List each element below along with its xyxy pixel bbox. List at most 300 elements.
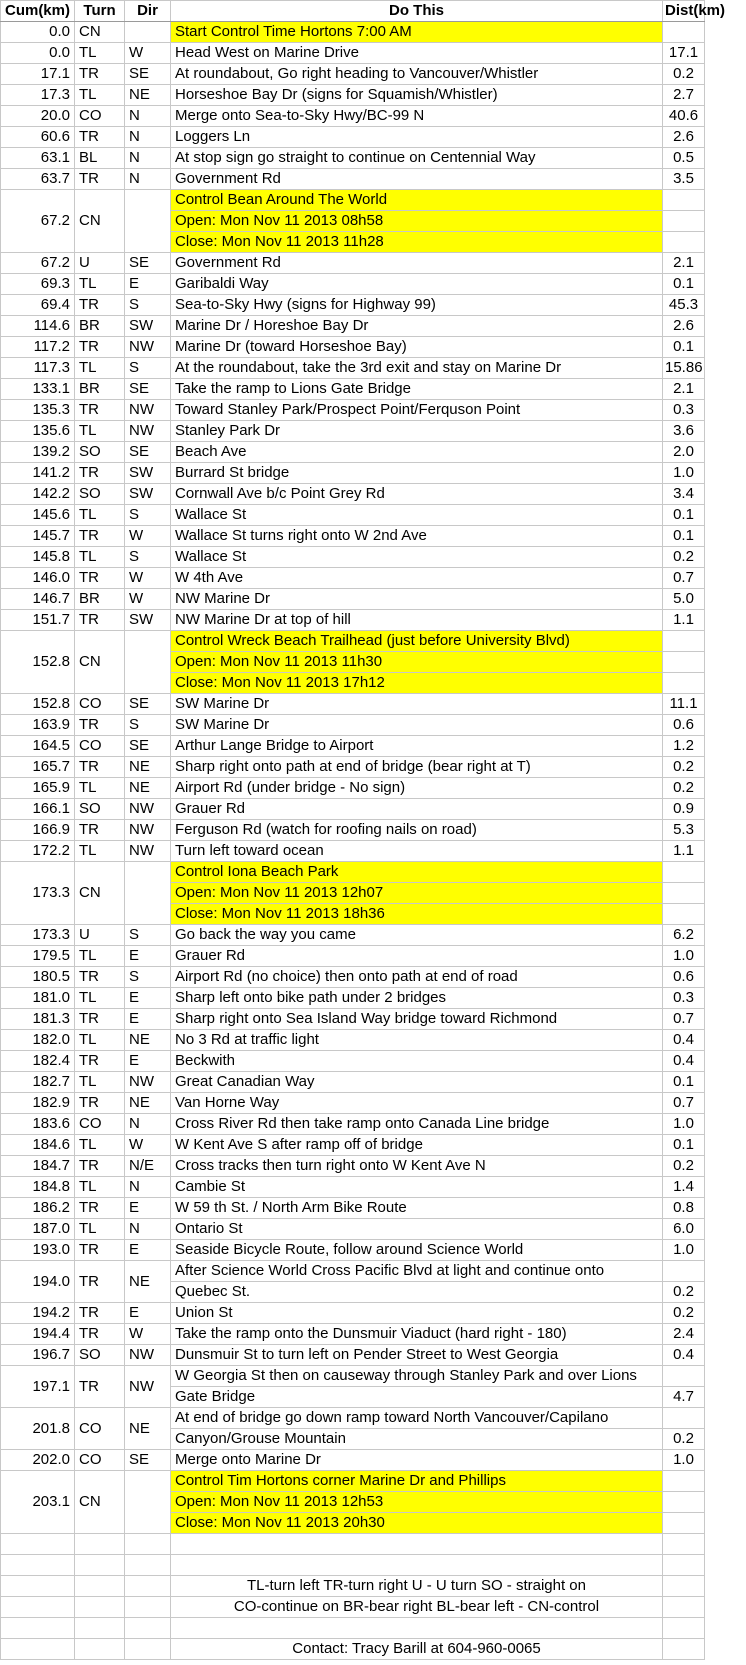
direction: SE (125, 253, 171, 274)
cue-row (1, 988, 705, 1009)
control-row (1, 1471, 705, 1492)
instruction: Van Horne Way (171, 1093, 663, 1114)
cue-row (1, 757, 705, 778)
distance: 0.1 (663, 274, 705, 295)
direction: N (125, 1177, 171, 1198)
cum-km: 203.1 (1, 1471, 75, 1534)
instruction: At stop sign go straight to continue on Centennial Way (171, 148, 663, 169)
instruction: Ontario St (171, 1219, 663, 1240)
instruction-line: At end of bridge go down ramp toward North Vancouver/Capilano (171, 1408, 663, 1429)
distance: 0.3 (663, 988, 705, 1009)
turn-code: TL (75, 1135, 125, 1156)
distance: 1.0 (663, 946, 705, 967)
cue-row (1, 1324, 705, 1345)
direction (125, 631, 171, 694)
instruction: W 4th Ave (171, 568, 663, 589)
cue-row (1, 421, 705, 442)
control-line: Open: Mon Nov 11 2013 12h07 (171, 883, 663, 904)
turn-code: TR (75, 295, 125, 316)
turn-code: TR (75, 1240, 125, 1261)
instruction: At roundabout, Go right heading to Vancouver/Whistler (171, 64, 663, 85)
cue-row (1, 820, 705, 841)
cum-km: 165.9 (1, 778, 75, 799)
turn-code: BR (75, 379, 125, 400)
control-line: Close: Mon Nov 11 2013 11h28 (171, 232, 663, 253)
distance: 0.2 (663, 1156, 705, 1177)
turn-code: CO (75, 1450, 125, 1471)
cum-km: 146.0 (1, 568, 75, 589)
instruction: Seaside Bicycle Route, follow around Science World (171, 1240, 663, 1261)
distance: 1.0 (663, 1240, 705, 1261)
cue-row (1, 85, 705, 106)
distance: 0.2 (663, 64, 705, 85)
direction: E (125, 274, 171, 295)
turn-code: SO (75, 799, 125, 820)
direction (125, 190, 171, 253)
cum-km: 182.7 (1, 1072, 75, 1093)
cum-km: 0.0 (1, 22, 75, 43)
distance: 5.3 (663, 820, 705, 841)
turn-code: BL (75, 148, 125, 169)
cum-km: 197.1 (1, 1366, 75, 1408)
distance: 0.5 (663, 148, 705, 169)
turn-code: TR (75, 715, 125, 736)
cue-row (1, 148, 705, 169)
cum-km: 194.4 (1, 1324, 75, 1345)
cue-row (1, 22, 705, 43)
turn-code: TL (75, 1177, 125, 1198)
distance: 3.4 (663, 484, 705, 505)
direction: N (125, 127, 171, 148)
instruction: Sharp right onto path at end of bridge (bear right at T) (171, 757, 663, 778)
cue-row (1, 484, 705, 505)
cum-km: 133.1 (1, 379, 75, 400)
direction: W (125, 568, 171, 589)
direction: SE (125, 379, 171, 400)
cum-km: 184.6 (1, 1135, 75, 1156)
instruction-line: Quebec St. (171, 1282, 663, 1303)
cue-row (1, 1345, 705, 1366)
turn-code: TR (75, 400, 125, 421)
cum-km: 145.8 (1, 547, 75, 568)
cue-row (1, 1219, 705, 1240)
cue-row (1, 694, 705, 715)
direction: S (125, 715, 171, 736)
direction: E (125, 988, 171, 1009)
instruction: Cornwall Ave b/c Point Grey Rd (171, 484, 663, 505)
distance (663, 1492, 705, 1513)
distance: 2.0 (663, 442, 705, 463)
distance: 0.6 (663, 967, 705, 988)
cue-row (1, 967, 705, 988)
direction: E (125, 1303, 171, 1324)
distance: 0.2 (663, 1282, 705, 1303)
cue-row (1, 1261, 705, 1282)
turn-code: U (75, 925, 125, 946)
distance: 0.2 (663, 778, 705, 799)
instruction: Stanley Park Dr (171, 421, 663, 442)
instruction: Cross River Rd then take ramp onto Canada Line bridge (171, 1114, 663, 1135)
turn-code: TR (75, 127, 125, 148)
legend-row (1, 1576, 705, 1597)
turn-code: TL (75, 988, 125, 1009)
direction: NW (125, 841, 171, 862)
turn-code: TR (75, 967, 125, 988)
distance (663, 631, 705, 652)
cue-row (1, 400, 705, 421)
direction: W (125, 43, 171, 64)
cue-row (1, 253, 705, 274)
cue-row (1, 1009, 705, 1030)
cue-row (1, 379, 705, 400)
instruction: Take the ramp onto the Dunsmuir Viaduct (hard right - 180) (171, 1324, 663, 1345)
instruction: Sharp left onto bike path under 2 bridges (171, 988, 663, 1009)
turn-code: TL (75, 778, 125, 799)
distance (663, 904, 705, 925)
footer-body (1, 1534, 705, 1660)
distance: 0.4 (663, 1345, 705, 1366)
cue-row (1, 778, 705, 799)
distance (663, 1366, 705, 1387)
control-row (1, 631, 705, 652)
direction: SE (125, 694, 171, 715)
distance: 2.6 (663, 127, 705, 148)
direction: S (125, 925, 171, 946)
direction: N (125, 1114, 171, 1135)
cum-km: 184.7 (1, 1156, 75, 1177)
distance: 0.1 (663, 526, 705, 547)
turn-code: TL (75, 1072, 125, 1093)
direction: SE (125, 442, 171, 463)
distance (663, 22, 705, 43)
instruction: SW Marine Dr (171, 694, 663, 715)
cum-km: 67.2 (1, 190, 75, 253)
turn-code: U (75, 253, 125, 274)
direction: NW (125, 400, 171, 421)
cue-row (1, 127, 705, 148)
cue-row (1, 1177, 705, 1198)
instruction: Grauer Rd (171, 946, 663, 967)
cue-row (1, 1366, 705, 1387)
instruction: Grauer Rd (171, 799, 663, 820)
cue-row (1, 1135, 705, 1156)
distance: 0.7 (663, 1093, 705, 1114)
cum-km: 164.5 (1, 736, 75, 757)
distance: 0.4 (663, 1030, 705, 1051)
direction: S (125, 547, 171, 568)
distance: 0.2 (663, 757, 705, 778)
turn-code: TR (75, 337, 125, 358)
cue-row (1, 589, 705, 610)
direction: SW (125, 484, 171, 505)
instruction: Marine Dr (toward Horseshoe Bay) (171, 337, 663, 358)
distance: 17.1 (663, 43, 705, 64)
distance: 15.86 (663, 358, 705, 379)
header-dir: Dir (125, 1, 171, 22)
cum-km: 69.4 (1, 295, 75, 316)
cue-row (1, 274, 705, 295)
direction: S (125, 295, 171, 316)
instruction-line: After Science World Cross Pacific Blvd at light and continue onto (171, 1261, 663, 1282)
turn-code: BR (75, 589, 125, 610)
direction: E (125, 1198, 171, 1219)
direction: NE (125, 1261, 171, 1303)
turn-code: TR (75, 64, 125, 85)
distance: 2.1 (663, 379, 705, 400)
turn-code: TL (75, 946, 125, 967)
distance: 3.5 (663, 169, 705, 190)
direction: E (125, 946, 171, 967)
direction: N/E (125, 1156, 171, 1177)
header-dist: Dist(km) (663, 1, 705, 22)
turn-code: CN (75, 631, 125, 694)
turn-code: TR (75, 1366, 125, 1408)
distance: 6.0 (663, 1219, 705, 1240)
cue-row (1, 946, 705, 967)
distance: 0.6 (663, 715, 705, 736)
distance: 4.7 (663, 1387, 705, 1408)
distance: 0.2 (663, 1303, 705, 1324)
distance: 1.1 (663, 841, 705, 862)
cue-row (1, 715, 705, 736)
direction (125, 22, 171, 43)
instruction: Merge onto Sea-to-Sky Hwy/BC-99 N (171, 106, 663, 127)
distance: 1.2 (663, 736, 705, 757)
instruction: Wallace St (171, 505, 663, 526)
cum-km: 173.3 (1, 862, 75, 925)
turn-code: SO (75, 484, 125, 505)
turn-code: TR (75, 568, 125, 589)
distance: 40.6 (663, 106, 705, 127)
turn-code: CN (75, 862, 125, 925)
turn-code: TR (75, 1324, 125, 1345)
instruction: Airport Rd (no choice) then onto path at end of road (171, 967, 663, 988)
turn-code: TR (75, 169, 125, 190)
cue-row (1, 1030, 705, 1051)
cum-km: 20.0 (1, 106, 75, 127)
control-row (1, 862, 705, 883)
instruction: Loggers Ln (171, 127, 663, 148)
instruction-line: Canyon/Grouse Mountain (171, 1429, 663, 1450)
instruction: At the roundabout, take the 3rd exit and stay on Marine Dr (171, 358, 663, 379)
turn-code: TR (75, 757, 125, 778)
cue-row (1, 799, 705, 820)
distance: 0.1 (663, 1072, 705, 1093)
legend-line-2: CO-continue on BR-bear right BL-bear left - CN-control (171, 1597, 663, 1618)
instruction: Toward Stanley Park/Prospect Point/Ferquson Point (171, 400, 663, 421)
cum-km: 187.0 (1, 1219, 75, 1240)
cum-km: 152.8 (1, 631, 75, 694)
distance: 0.1 (663, 505, 705, 526)
direction: S (125, 505, 171, 526)
turn-code: CO (75, 1114, 125, 1135)
cue-row (1, 1198, 705, 1219)
cum-km: 182.9 (1, 1093, 75, 1114)
cum-km: 135.3 (1, 400, 75, 421)
turn-code: BR (75, 316, 125, 337)
distance: 11.1 (663, 694, 705, 715)
distance: 6.2 (663, 925, 705, 946)
cum-km: 146.7 (1, 589, 75, 610)
cum-km: 117.3 (1, 358, 75, 379)
distance: 2.1 (663, 253, 705, 274)
cue-row (1, 43, 705, 64)
cue-row (1, 547, 705, 568)
cum-km: 60.6 (1, 127, 75, 148)
distance: 0.7 (663, 568, 705, 589)
cue-body (1, 22, 705, 1534)
cum-km: 117.2 (1, 337, 75, 358)
distance: 2.4 (663, 1324, 705, 1345)
cue-row (1, 463, 705, 484)
direction: NW (125, 421, 171, 442)
turn-code: TR (75, 526, 125, 547)
instruction: NW Marine Dr (171, 589, 663, 610)
distance (663, 1261, 705, 1282)
cum-km: 0.0 (1, 43, 75, 64)
direction: NW (125, 1072, 171, 1093)
control-line: Open: Mon Nov 11 2013 08h58 (171, 211, 663, 232)
direction: SE (125, 64, 171, 85)
direction: N (125, 1219, 171, 1240)
instruction: Marine Dr / Horeshoe Bay Dr (171, 316, 663, 337)
cum-km: 202.0 (1, 1450, 75, 1471)
turn-code: TL (75, 358, 125, 379)
turn-code: TR (75, 1261, 125, 1303)
distance: 0.9 (663, 799, 705, 820)
direction: SE (125, 1450, 171, 1471)
cum-km: 184.8 (1, 1177, 75, 1198)
cum-km: 142.2 (1, 484, 75, 505)
turn-code: CO (75, 1408, 125, 1450)
distance: 0.7 (663, 1009, 705, 1030)
cum-km: 17.3 (1, 85, 75, 106)
header-cum: Cum(km) (1, 1, 75, 22)
control-line: Control Iona Beach Park (171, 862, 663, 883)
cum-km: 179.5 (1, 946, 75, 967)
turn-code: SO (75, 442, 125, 463)
cue-row (1, 925, 705, 946)
distance (663, 883, 705, 904)
direction (125, 1471, 171, 1534)
instruction: W Kent Ave S after ramp off of bridge (171, 1135, 663, 1156)
distance: 0.3 (663, 400, 705, 421)
cue-row (1, 1072, 705, 1093)
cum-km: 194.2 (1, 1303, 75, 1324)
turn-code: TR (75, 1009, 125, 1030)
turn-code: TR (75, 1093, 125, 1114)
turn-code: TL (75, 43, 125, 64)
turn-code: TR (75, 1156, 125, 1177)
instruction: Arthur Lange Bridge to Airport (171, 736, 663, 757)
cum-km: 135.6 (1, 421, 75, 442)
turn-code: CO (75, 736, 125, 757)
spacer-row (1, 1555, 705, 1576)
distance: 2.6 (663, 316, 705, 337)
direction: S (125, 358, 171, 379)
turn-code: SO (75, 1345, 125, 1366)
distance: 2.7 (663, 85, 705, 106)
header-row (1, 1, 705, 22)
header-do-this: Do This (171, 1, 663, 22)
cum-km: 163.9 (1, 715, 75, 736)
instruction: W 59 th St. / North Arm Bike Route (171, 1198, 663, 1219)
turn-code: TL (75, 1219, 125, 1240)
distance: 5.0 (663, 589, 705, 610)
instruction: Sharp right onto Sea Island Way bridge toward Richmond (171, 1009, 663, 1030)
instruction-line: W Georgia St then on causeway through Stanley Park and over Lions (171, 1366, 663, 1387)
instruction: Turn left toward ocean (171, 841, 663, 862)
distance (663, 1408, 705, 1429)
cum-km: 114.6 (1, 316, 75, 337)
cue-row (1, 358, 705, 379)
spacer-row (1, 1534, 705, 1555)
instruction: Garibaldi Way (171, 274, 663, 295)
instruction: Go back the way you came (171, 925, 663, 946)
cum-km: 152.8 (1, 694, 75, 715)
cum-km: 183.6 (1, 1114, 75, 1135)
instruction: Start Control Time Hortons 7:00 AM (171, 22, 663, 43)
cue-row (1, 295, 705, 316)
cue-row (1, 505, 705, 526)
turn-code: TR (75, 820, 125, 841)
instruction: Cross tracks then turn right onto W Kent Ave N (171, 1156, 663, 1177)
distance: 1.1 (663, 610, 705, 631)
instruction: Wallace St (171, 547, 663, 568)
cum-km: 180.5 (1, 967, 75, 988)
turn-code: TR (75, 1303, 125, 1324)
direction: W (125, 589, 171, 610)
instruction: Dunsmuir St to turn left on Pender Street to West Georgia (171, 1345, 663, 1366)
control-line: Close: Mon Nov 11 2013 17h12 (171, 673, 663, 694)
distance (663, 673, 705, 694)
header-turn: Turn (75, 1, 125, 22)
direction: NW (125, 1345, 171, 1366)
instruction: Beach Ave (171, 442, 663, 463)
turn-code: TL (75, 274, 125, 295)
distance: 1.0 (663, 1450, 705, 1471)
direction: NW (125, 799, 171, 820)
direction: NW (125, 337, 171, 358)
distance: 1.4 (663, 1177, 705, 1198)
cum-km: 166.1 (1, 799, 75, 820)
instruction: NW Marine Dr at top of hill (171, 610, 663, 631)
cum-km: 63.7 (1, 169, 75, 190)
turn-code: CN (75, 22, 125, 43)
cum-km: 181.3 (1, 1009, 75, 1030)
direction: SE (125, 736, 171, 757)
cue-row (1, 1303, 705, 1324)
distance (663, 211, 705, 232)
cum-km: 196.7 (1, 1345, 75, 1366)
control-row (1, 190, 705, 211)
control-line: Control Tim Hortons corner Marine Dr and Phillips (171, 1471, 663, 1492)
turn-code: CN (75, 190, 125, 253)
turn-code: TR (75, 610, 125, 631)
cum-km: 17.1 (1, 64, 75, 85)
instruction: Great Canadian Way (171, 1072, 663, 1093)
distance (663, 190, 705, 211)
turn-code: TR (75, 1051, 125, 1072)
instruction: Government Rd (171, 169, 663, 190)
turn-code: TL (75, 421, 125, 442)
distance: 45.3 (663, 295, 705, 316)
instruction: Merge onto Marine Dr (171, 1450, 663, 1471)
instruction: Sea-to-Sky Hwy (signs for Highway 99) (171, 295, 663, 316)
direction: NW (125, 820, 171, 841)
direction: NE (125, 1093, 171, 1114)
direction: N (125, 169, 171, 190)
